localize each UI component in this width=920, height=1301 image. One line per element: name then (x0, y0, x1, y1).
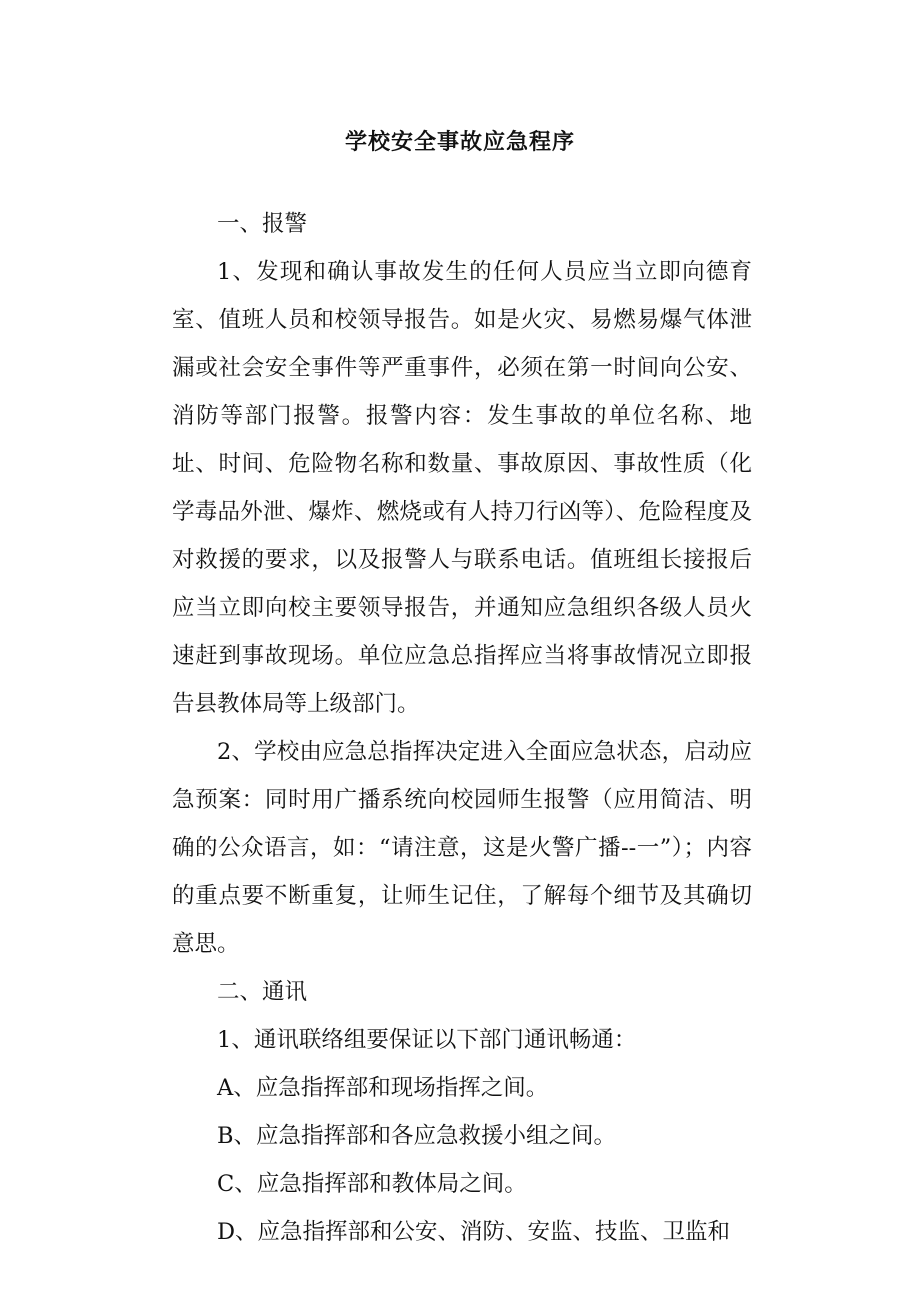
section-heading-alarm: 一、报警 (217, 211, 308, 237)
communication-item-b: B、应急指挥部和各应急救援小组之间。 (217, 1123, 617, 1149)
alarm-paragraph-2: 2、学校由应急总指挥决定进入全面应急状态，启动应急预案：同时用广播系统向校园师生报警（应用简洁、明确的公众语言，如：“请注意，这是火警广播--一”）；内容的重点要不断重复，让师生记住，了解每个细节及其确切意思。 (172, 739, 752, 957)
communication-item-c: C、应急指挥部和教体局之间。 (217, 1171, 527, 1197)
alarm-paragraph-1: 1、发现和确认事故发生的任何人员应当立即向德育室、值班人员和校领导报告。如是火灾、易燃易爆气体泄漏或社会安全事件等严重事件，必须在第一时间向公安、消防等部门报警。报警内容：发生事故的单位名称、地址、时间、危险物名称和数量、事故原因、事故性质（化学毒品外泄、爆炸、燃烧或有人持刀行凶等）、危险程度及对救援的要求，以及报警人与联系电话。值班组长接报后应当立即向校主要领导报告，并通知应急组织各级人员火速赶到事故现场。单位应急总指挥应当将事故情况立即报告县教体局等上级部门。 (172, 259, 752, 717)
communication-item-a: A、应急指挥部和现场指挥之间。 (217, 1075, 549, 1101)
document-title: 学校安全事故应急程序 (344, 130, 575, 155)
section-heading-communication: 二、通讯 (217, 979, 308, 1005)
document-body (172, 200, 752, 1256)
communication-paragraph-1: 1、通讯联络组要保证以下部门通讯畅通： (217, 1027, 637, 1053)
communication-item-d: D、应急指挥部和公安、消防、安监、技监、卫监和 (217, 1219, 731, 1245)
